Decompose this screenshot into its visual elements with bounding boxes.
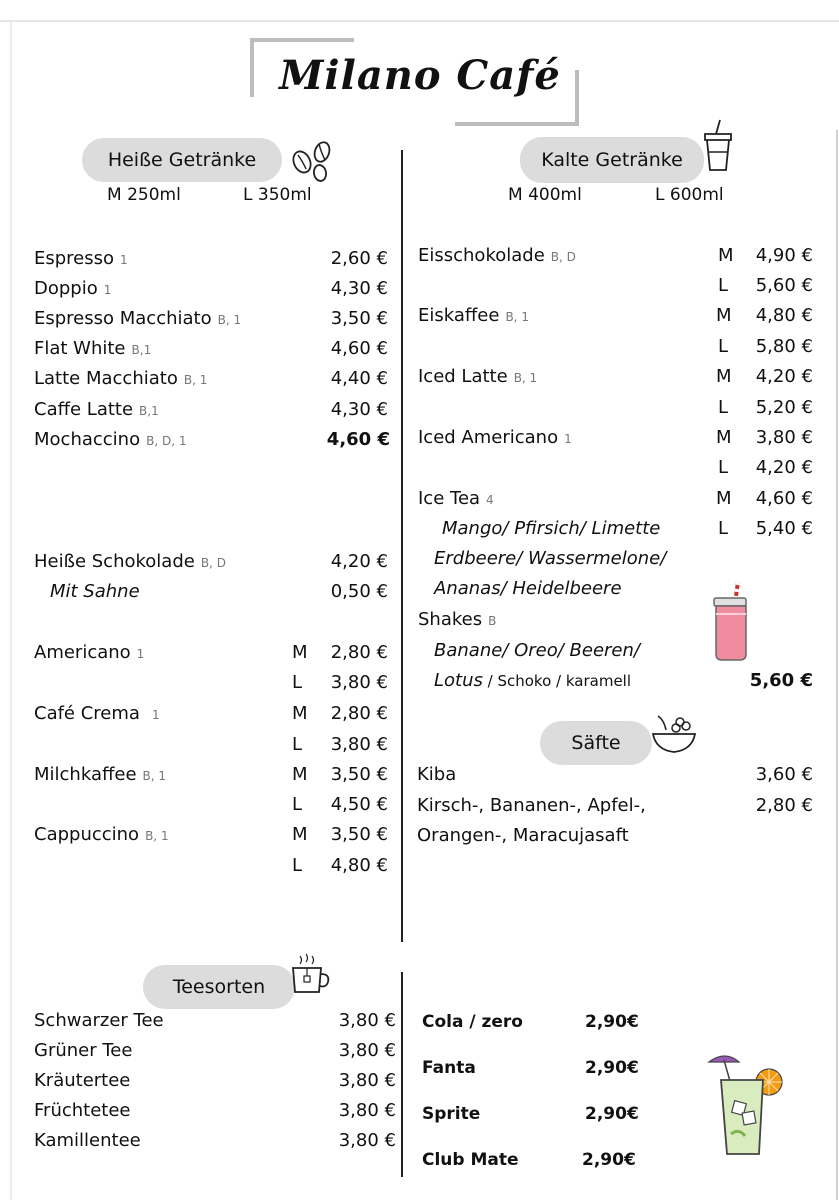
price-l-iced-americano: 4,20 € (755, 457, 813, 478)
size-m-americano: M (292, 642, 308, 663)
price-kiba: 3,60 € (755, 764, 813, 785)
juices-header (540, 721, 652, 765)
price-fanta: 2,90€ (585, 1058, 639, 1078)
hot-drinks-label: Heiße Getränke (107, 149, 257, 171)
menu-item-iced-americano: Iced Americano 1 (418, 427, 572, 448)
price-l-eiskaffee: 5,80 € (755, 336, 813, 357)
size-l-americano: L (292, 672, 303, 693)
price-espresso: 2,60 € (330, 248, 388, 269)
price-m-iced-americano: 3,80 € (755, 427, 813, 448)
price-l-ice-tea: 5,40 € (755, 518, 813, 539)
cold-size-m: M 400ml (508, 185, 582, 205)
menu-item-latte-macchiato: Latte Macchiato B, 1 (34, 368, 208, 389)
menu-item-fruechtetee: Früchtetee (34, 1100, 131, 1121)
size-m-eiskaffee: M (716, 305, 732, 326)
menu-item-milchkaffee: Milchkaffee B, 1 (34, 764, 167, 785)
price-m-milchkaffee: 3,50 € (330, 764, 388, 785)
menu-item-sprite: Sprite (422, 1104, 481, 1124)
size-m-iced-americano: M (716, 427, 732, 448)
price-l-cafe-crema: 3,80 € (330, 734, 388, 755)
price-gruener-tee: 3,80 € (338, 1040, 396, 1061)
size-l-milchkaffee: L (292, 794, 303, 815)
price-schwarzer-tee: 3,80 € (338, 1010, 396, 1031)
price-flat-white: 4,60 € (330, 338, 388, 359)
size-m-milchkaffee: M (292, 764, 308, 785)
price-shakes: 5,60 € (749, 670, 813, 691)
cold-drinks-header (520, 137, 704, 183)
price-m-ice-tea: 4,60 € (755, 488, 813, 509)
column-divider-top (401, 150, 403, 942)
menu-item-schwarzer-tee: Schwarzer Tee (34, 1010, 164, 1031)
size-l-eisschokolade: L (718, 275, 729, 296)
price-espresso-macchiato: 3,50 € (330, 308, 388, 329)
menu-item-doppio: Doppio 1 (34, 278, 112, 299)
fruit-bowl-icon (650, 710, 698, 756)
menu-item-cola: Cola / zero (422, 1012, 523, 1032)
size-m-cafe-crema: M (292, 703, 308, 724)
menu-item-kraeutertee: Kräutertee (34, 1070, 131, 1091)
cold-size-l: L 600ml (655, 185, 724, 205)
menu-item-heisse-schokolade: Heiße Schokolade B, D (34, 551, 226, 572)
price-m-eisschokolade: 4,90 € (755, 245, 813, 266)
menu-item-ice-tea: Ice Tea 4 (418, 488, 494, 509)
cold-drinks-label: Kalte Getränke (541, 149, 683, 171)
price-m-cappuccino: 3,50 € (330, 824, 388, 845)
menu-item-club-mate: Club Mate (422, 1150, 519, 1170)
price-cola: 2,90€ (585, 1012, 639, 1032)
menu-item-mochaccino: Mochaccino B, D, 1 (34, 429, 187, 450)
menu-item-shakes: Shakes B (418, 609, 497, 630)
menu-item-eiskaffee: Eiskaffee B, 1 (418, 305, 529, 326)
page-frame-left (10, 22, 12, 1200)
price-m-cafe-crema: 2,80 € (330, 703, 388, 724)
menu-item-fanta: Fanta (422, 1058, 476, 1078)
menu-item-flat-white: Flat White B,1 (34, 338, 152, 359)
size-m-iced-latte: M (716, 366, 732, 387)
juices-label: Säfte (571, 732, 621, 754)
price-l-milchkaffee: 4,50 € (330, 794, 388, 815)
size-l-cafe-crema: L (292, 734, 303, 755)
menu-item-espresso: Espresso 1 (34, 248, 128, 269)
menu-item-kamillentee: Kamillentee (34, 1130, 141, 1151)
size-l-iced-americano: L (718, 457, 729, 478)
price-mochaccino: 4,60 € (326, 429, 390, 450)
menu-item-caffe-latte: Caffe Latte B,1 (34, 399, 159, 420)
page-title: Milano Café (279, 52, 561, 99)
ice-tea-flavors-3: Ananas/ Heidelbeere (434, 578, 622, 599)
price-m-eiskaffee: 4,80 € (755, 305, 813, 326)
price-kraeutertee: 3,80 € (338, 1070, 396, 1091)
menu-item-saefte-1: Kirsch-, Bananen-, Apfel-, (417, 795, 646, 816)
menu-item-iced-latte: Iced Latte B, 1 (418, 366, 538, 387)
menu-item-cappuccino: Cappuccino B, 1 (34, 824, 169, 845)
price-mit-sahne: 0,50 € (330, 581, 388, 602)
price-saefte: 2,80 € (755, 795, 813, 816)
tea-cup-icon (290, 952, 332, 998)
size-l-ice-tea: L (718, 518, 729, 539)
price-caffe-latte: 4,30 € (330, 399, 388, 420)
size-m-ice-tea: M (716, 488, 732, 509)
menu-item-cafe-crema: Café Crema 1 (34, 703, 160, 724)
price-kamillentee: 3,80 € (338, 1130, 396, 1151)
tea-label: Teesorten (172, 976, 266, 998)
ice-tea-flavors-1: Mango/ Pfirsich/ Limette (442, 518, 661, 539)
menu-item-saefte-2: Orangen-, Maracujasaft (417, 825, 629, 846)
menu-item-gruener-tee: Grüner Tee (34, 1040, 133, 1061)
tea-header (143, 965, 295, 1009)
hot-size-m: M 250ml (107, 185, 181, 205)
menu-item-kiba: Kiba (417, 764, 457, 785)
price-l-eisschokolade: 5,60 € (755, 275, 813, 296)
price-doppio: 4,30 € (330, 278, 388, 299)
price-m-americano: 2,80 € (330, 642, 388, 663)
right-edge-line (836, 130, 838, 1200)
price-l-cappuccino: 4,80 € (330, 855, 388, 876)
menu-item-americano: Americano 1 (34, 642, 145, 663)
price-fruechtetee: 3,80 € (338, 1100, 396, 1121)
size-m-cappuccino: M (292, 824, 308, 845)
price-latte-macchiato: 4,40 € (330, 368, 388, 389)
shakes-flavors-2: Lotus / Schoko / karamell (434, 670, 632, 691)
size-m-eisschokolade: M (718, 245, 734, 266)
price-club-mate: 2,90€ (582, 1150, 636, 1170)
price-l-americano: 3,80 € (330, 672, 388, 693)
price-l-iced-latte: 5,20 € (755, 397, 813, 418)
cocktail-icon (705, 1050, 785, 1160)
shakes-flavors-1: Banane/ Oreo/ Beeren/ (434, 640, 640, 661)
hot-size-l: L 350ml (243, 185, 312, 205)
size-l-eiskaffee: L (718, 336, 729, 357)
page-frame-top (0, 20, 839, 22)
menu-item-eisschokolade: Eisschokolade B, D (418, 245, 576, 266)
size-l-cappuccino: L (292, 855, 303, 876)
size-l-iced-latte: L (718, 397, 729, 418)
column-divider-bottom (401, 972, 403, 1177)
ice-tea-flavors-2: Erdbeere/ Wassermelone/ (434, 548, 667, 569)
price-sprite: 2,90€ (585, 1104, 639, 1124)
iced-drink-icon (702, 118, 734, 174)
menu-item-mit-sahne: Mit Sahne (50, 581, 140, 602)
hot-drinks-header (82, 138, 282, 182)
smoothie-jar-icon (708, 580, 754, 662)
price-heisse-schokolade: 4,20 € (330, 551, 388, 572)
price-m-iced-latte: 4,20 € (755, 366, 813, 387)
coffee-beans-icon (290, 138, 336, 184)
menu-item-espresso-macchiato: Espresso Macchiato B, 1 (34, 308, 242, 329)
